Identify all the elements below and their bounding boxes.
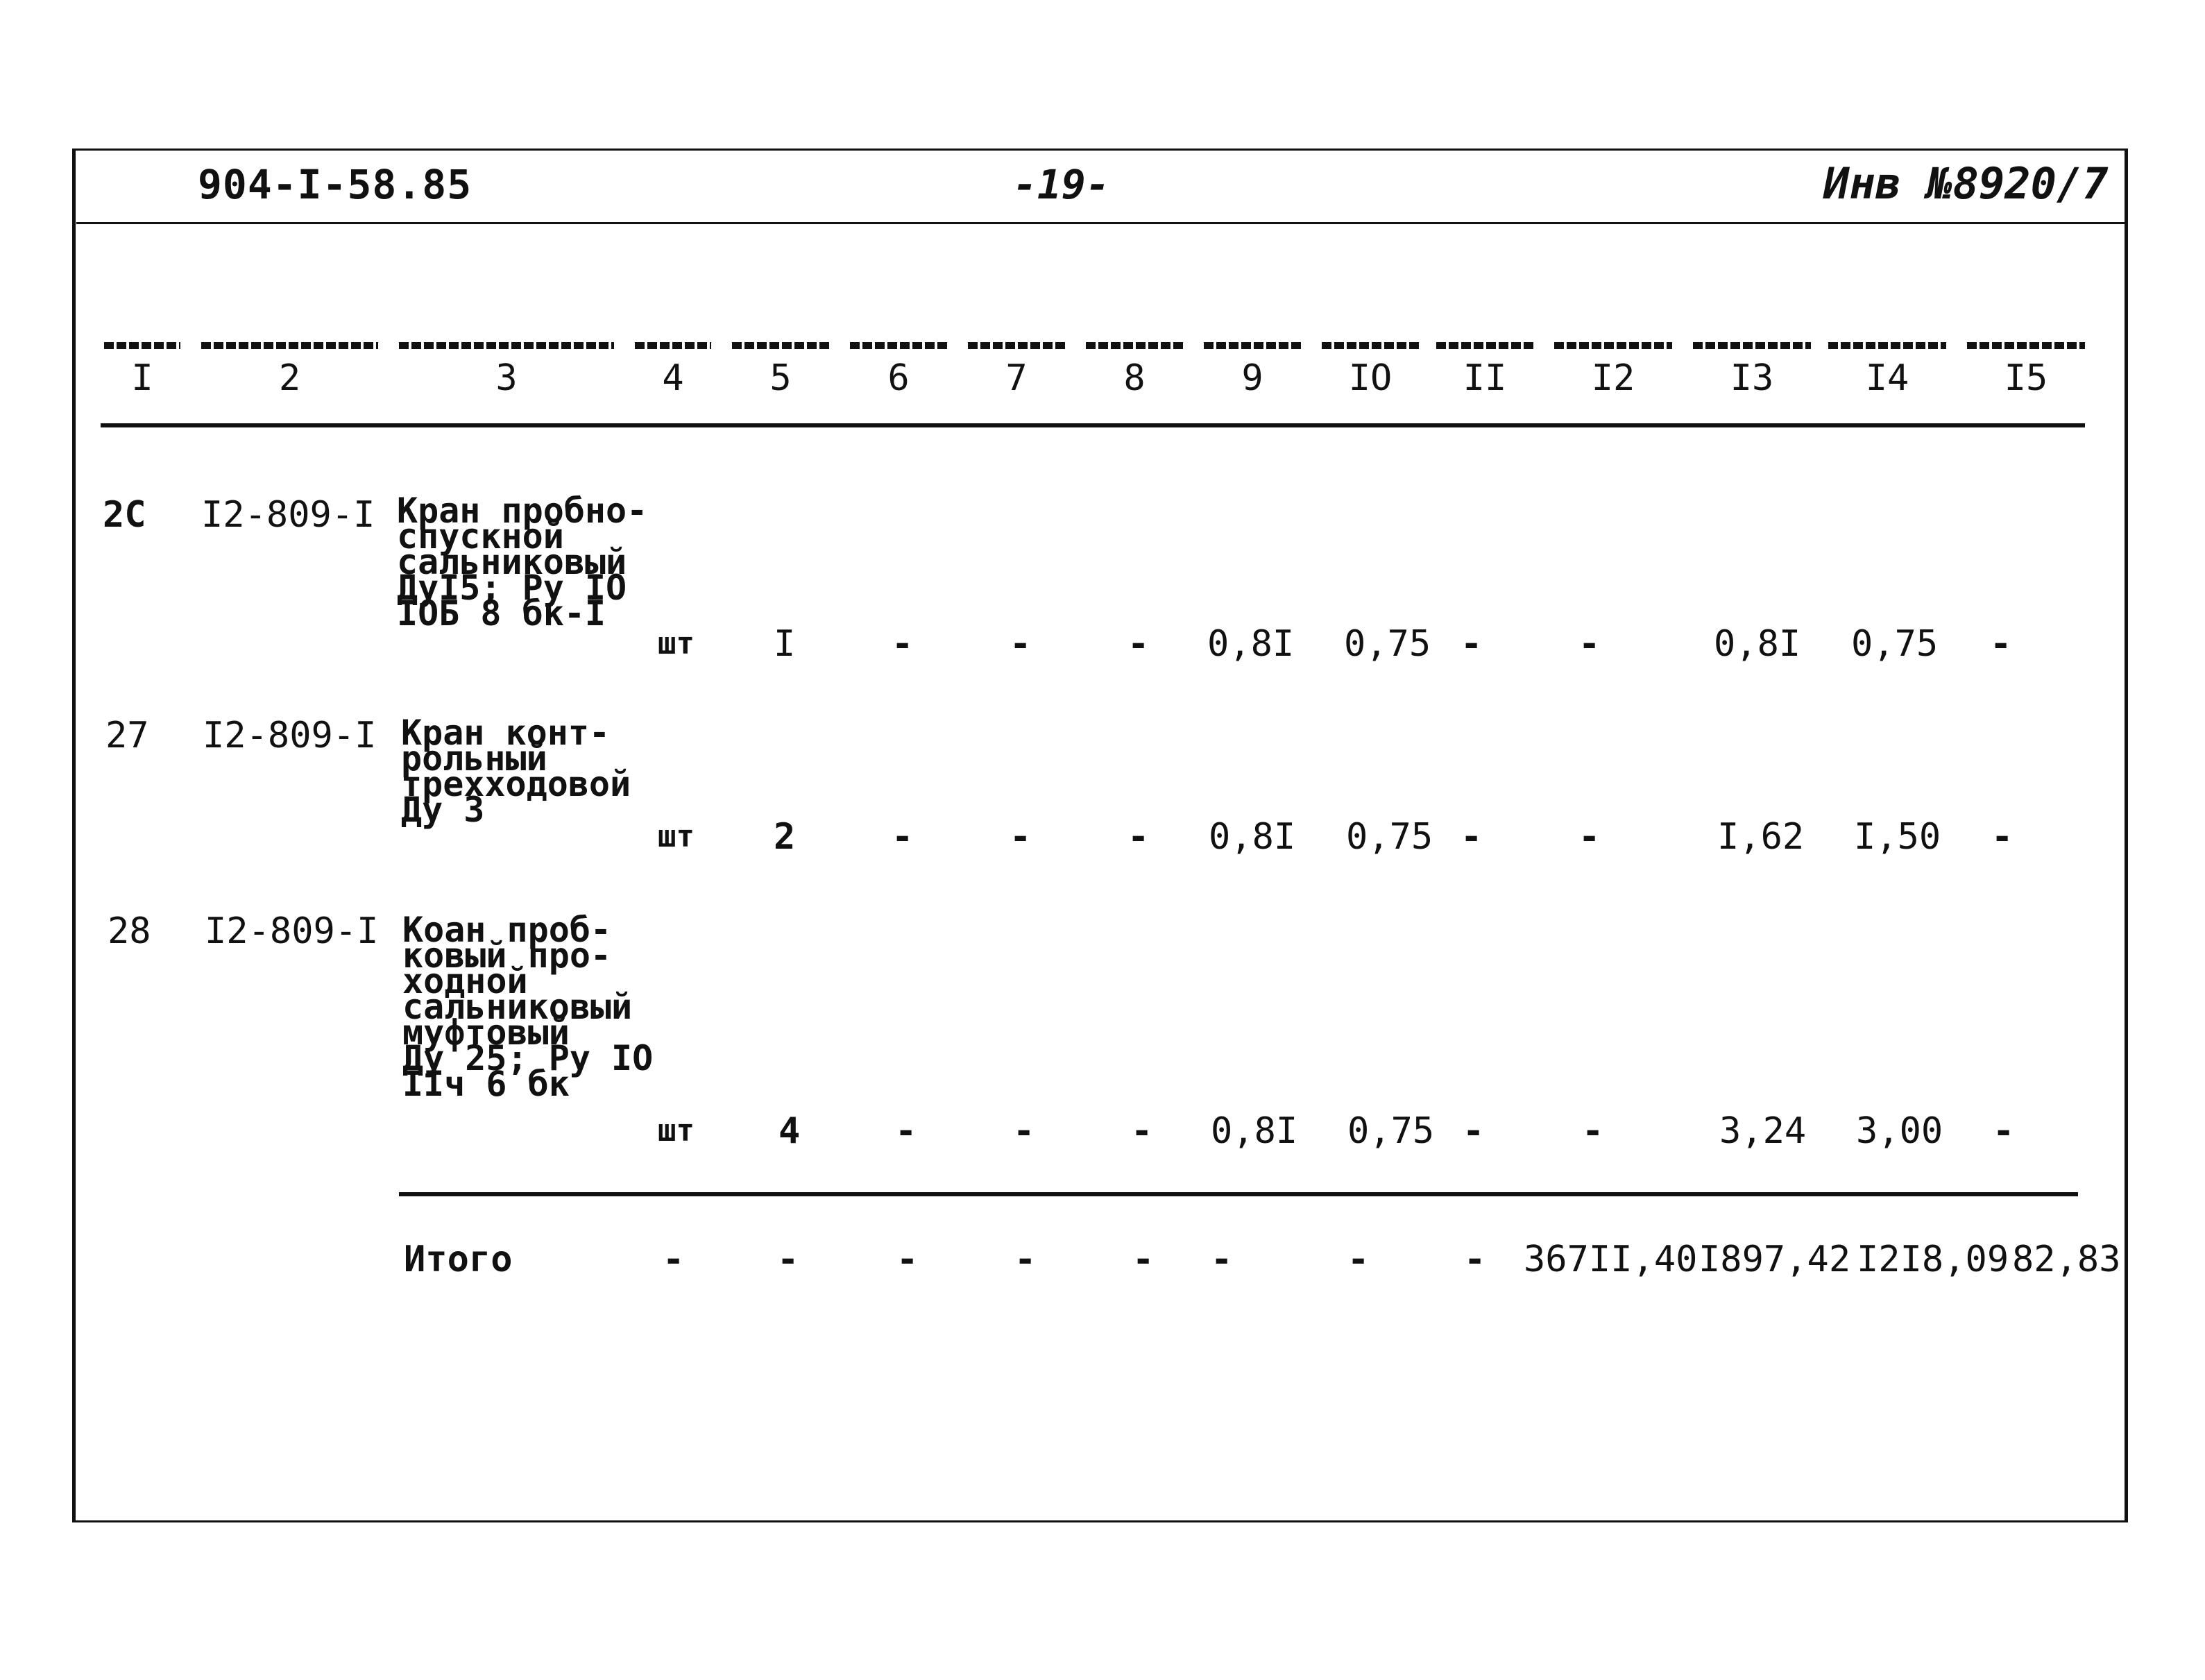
column-header-8: 8	[1123, 357, 1146, 399]
row-col7: -	[1010, 623, 1032, 665]
row-col11: -	[1463, 1110, 1485, 1152]
total-label: Итого	[404, 1239, 513, 1280]
total-rule	[399, 1192, 2078, 1196]
total-col12: 367II,40	[1524, 1239, 1698, 1280]
row-description: Кран пробно- спускной сальниковый ДуI5; Ру IO IOБ 8 бк-I	[397, 491, 648, 634]
column-tick	[850, 342, 947, 349]
row-col11: -	[1461, 623, 1483, 665]
column-tick	[1086, 342, 1183, 349]
row-col10: 0,75	[1346, 816, 1433, 858]
total-dash: -	[1211, 1239, 1233, 1280]
column-tick	[1322, 342, 1419, 349]
row-col9: 0,8I	[1211, 1110, 1298, 1152]
row-col6: -	[895, 1110, 917, 1152]
column-tick	[1967, 342, 2085, 349]
row-col15: -	[1993, 1110, 2015, 1152]
row-col10: 0,75	[1347, 1110, 1435, 1152]
row-number: 2C	[103, 494, 146, 536]
row-col9: 0,8I	[1207, 623, 1295, 665]
total-dash: -	[896, 1239, 919, 1280]
header-rule	[76, 222, 2125, 224]
row-unit: шт	[658, 1113, 695, 1148]
row-col8: -	[1131, 1110, 1153, 1152]
column-tick	[1554, 342, 1672, 349]
column-header-11: II	[1463, 357, 1507, 399]
column-header-3: 3	[495, 357, 518, 399]
total-col13: I897,42	[1699, 1239, 1851, 1280]
column-header-15: I5	[2004, 357, 2048, 399]
row-col13: 0,8I	[1714, 623, 1801, 665]
column-header-13: I3	[1730, 357, 1774, 399]
row-col11: -	[1461, 816, 1483, 858]
row-col15: -	[1991, 816, 2014, 858]
total-col14: I2I8,09	[1857, 1239, 2009, 1280]
row-col13: 3,24	[1719, 1110, 1807, 1152]
column-tick	[1693, 342, 1811, 349]
row-code: I2-809-I	[201, 494, 375, 536]
row-code: I2-809-I	[203, 715, 377, 756]
row-description: Кран конт- рольный трехходовой Ду 3	[401, 713, 631, 830]
column-tick	[968, 342, 1065, 349]
column-tick	[1828, 342, 1946, 349]
row-col14: I,50	[1854, 816, 1941, 858]
row-col12: -	[1578, 816, 1601, 858]
row-col12: -	[1582, 1110, 1604, 1152]
row-qty: 4	[778, 1110, 801, 1152]
row-col6: -	[892, 623, 914, 665]
column-tick	[635, 342, 711, 349]
total-dash: -	[1132, 1239, 1155, 1280]
total-dash: -	[1014, 1239, 1037, 1280]
row-col14: 3,00	[1856, 1110, 1943, 1152]
column-tick	[1204, 342, 1301, 349]
column-tick	[399, 342, 614, 349]
column-tick	[732, 342, 829, 349]
row-description: Коан проб- ковый про- ходной сальниковый муфтовый Ду 25; Ру IO IIч 6 бк	[402, 910, 654, 1104]
row-col8: -	[1127, 816, 1150, 858]
page-frame	[72, 149, 2128, 1522]
row-col6: -	[892, 816, 914, 858]
row-number: 27	[105, 715, 149, 756]
row-col10: 0,75	[1344, 623, 1431, 665]
row-unit: шт	[658, 819, 695, 854]
total-dash: -	[777, 1239, 799, 1280]
column-tick	[104, 342, 180, 349]
column-header-1: I	[131, 357, 153, 399]
column-header-9: 9	[1241, 357, 1263, 399]
column-header-12: I2	[1591, 357, 1635, 399]
total-dash: -	[1464, 1239, 1486, 1280]
row-unit: шт	[658, 626, 695, 661]
document-code: 904-I-58.85	[198, 161, 472, 208]
column-header-2: 2	[278, 357, 301, 399]
page-number: -19-	[1013, 161, 1110, 208]
column-header-14: I4	[1865, 357, 1909, 399]
column-header-10: IO	[1348, 357, 1393, 399]
column-header-5: 5	[769, 357, 792, 399]
row-col8: -	[1127, 623, 1150, 665]
column-tick	[201, 342, 378, 349]
row-col14: 0,75	[1851, 623, 1939, 665]
row-number: 28	[108, 910, 151, 952]
inventory-number: Инв №8920/7	[1823, 158, 2109, 209]
column-header-6: 6	[887, 357, 910, 399]
row-qty: I	[774, 623, 796, 665]
total-dash: -	[663, 1239, 685, 1280]
row-col15: -	[1990, 623, 2012, 665]
row-col12: -	[1578, 623, 1601, 665]
row-code: I2-809-I	[205, 910, 379, 952]
total-dash: -	[1347, 1239, 1370, 1280]
row-col7: -	[1013, 1110, 1035, 1152]
row-col9: 0,8I	[1209, 816, 1296, 858]
row-col7: -	[1010, 816, 1032, 858]
column-tick	[1436, 342, 1533, 349]
column-header-7: 7	[1005, 357, 1028, 399]
total-col15: 82,83	[2012, 1239, 2121, 1280]
row-qty: 2	[774, 816, 796, 858]
column-header-4: 4	[662, 357, 684, 399]
row-col13: I,62	[1717, 816, 1805, 858]
header-bottom-rule	[101, 423, 2085, 427]
